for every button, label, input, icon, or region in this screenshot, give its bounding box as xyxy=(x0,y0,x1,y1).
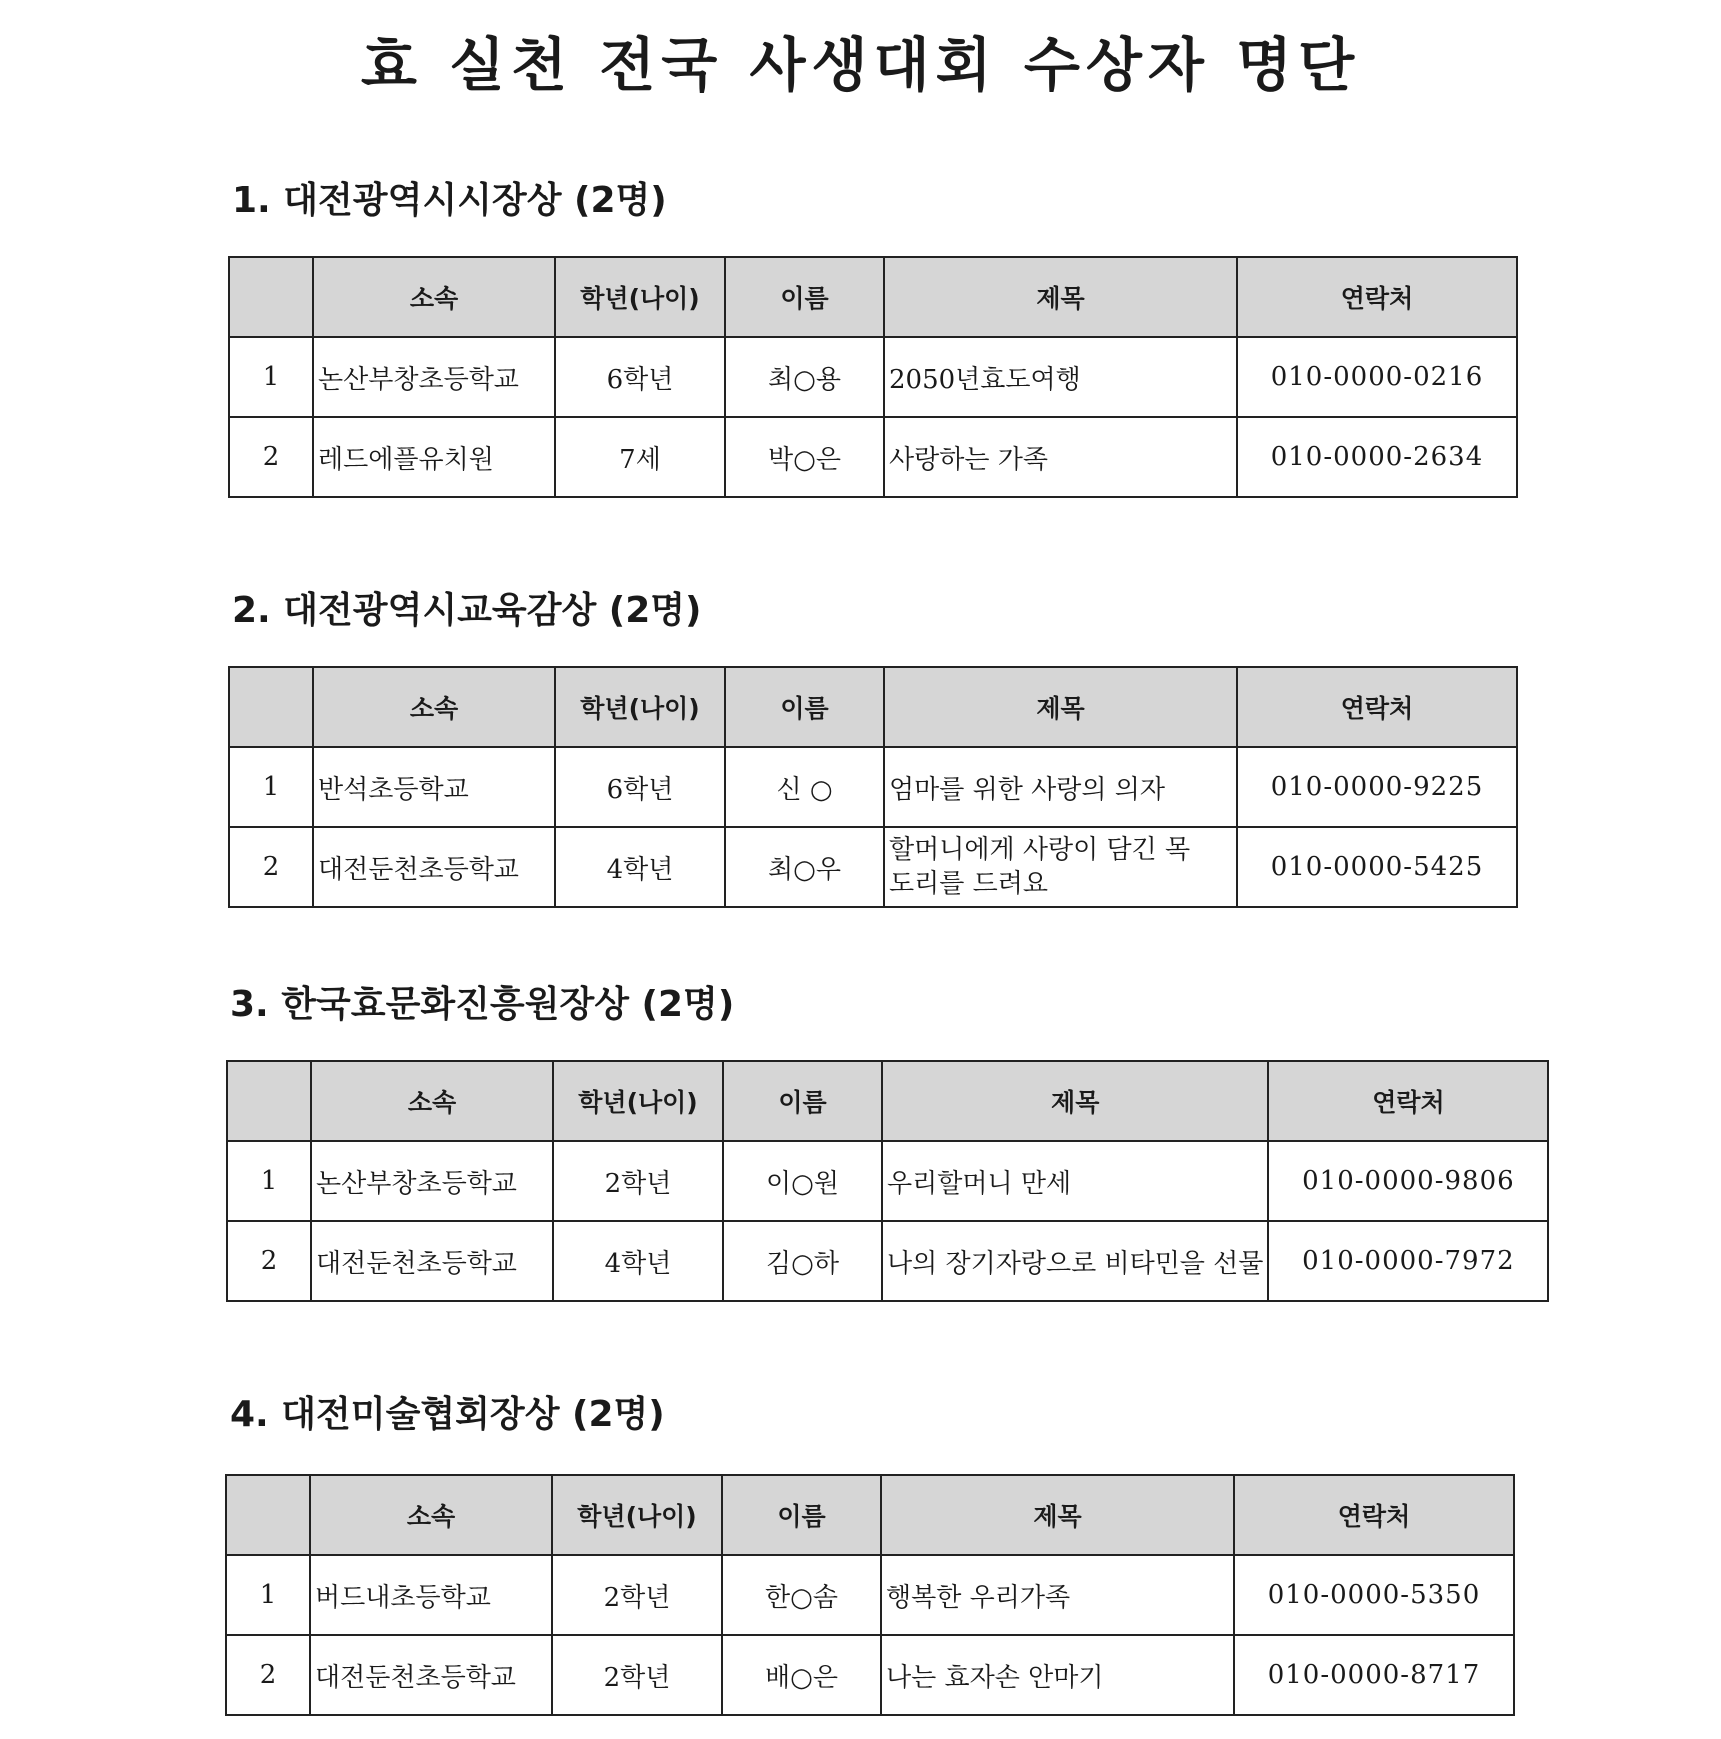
table-row xyxy=(227,1141,1548,1221)
award-table-art-association xyxy=(225,1474,1515,1716)
table-header-row xyxy=(226,1475,1514,1555)
cell-title: 나는 효자손 안마기 xyxy=(881,1635,1234,1715)
cell-grade: 4학년 xyxy=(555,827,725,907)
cell-title: 사랑하는 가족 xyxy=(884,417,1237,497)
section-heading-hyo-culture-award: 3. 한국효문화진흥원장상 (2명) xyxy=(230,984,735,1025)
header-title: 제목 xyxy=(884,257,1237,337)
cell-name: 배○은 xyxy=(722,1635,881,1715)
header-no xyxy=(229,257,313,337)
cell-title: 2050년효도여행 xyxy=(884,337,1237,417)
cell-no: 1 xyxy=(227,1141,311,1221)
header-name: 이름 xyxy=(725,667,884,747)
cell-affiliation: 논산부창초등학교 xyxy=(311,1141,553,1221)
header-no xyxy=(226,1475,310,1555)
cell-contact: 010-0000-8717 xyxy=(1234,1635,1514,1715)
cell-title xyxy=(884,827,1237,907)
award-table-hyo-culture xyxy=(226,1060,1549,1302)
cell-no: 2 xyxy=(229,827,313,907)
header-no xyxy=(227,1061,311,1141)
header-contact: 연락처 xyxy=(1237,257,1517,337)
cell-name: 김○하 xyxy=(723,1221,882,1301)
cell-title: 나의 장기자랑으로 비타민을 선물 xyxy=(882,1221,1268,1301)
cell-name: 이○원 xyxy=(723,1141,882,1221)
header-affiliation: 소속 xyxy=(313,667,555,747)
cell-grade: 7세 xyxy=(555,417,725,497)
cell-contact: 010-0000-2634 xyxy=(1237,417,1517,497)
cell-name: 신 ○ xyxy=(725,747,884,827)
cell-name: 최○용 xyxy=(725,337,884,417)
cell-contact: 010-0000-5425 xyxy=(1237,827,1517,907)
header-grade: 학년(나이) xyxy=(555,257,725,337)
cell-name: 한○솜 xyxy=(722,1555,881,1635)
header-title: 제목 xyxy=(881,1475,1234,1555)
table-row xyxy=(229,337,1517,417)
cell-contact: 010-0000-0216 xyxy=(1237,337,1517,417)
cell-contact: 010-0000-9225 xyxy=(1237,747,1517,827)
cell-title: 행복한 우리가족 xyxy=(881,1555,1234,1635)
header-grade: 학년(나이) xyxy=(553,1061,723,1141)
cell-no: 1 xyxy=(226,1555,310,1635)
cell-grade: 6학년 xyxy=(555,747,725,827)
table-row xyxy=(229,417,1517,497)
header-no xyxy=(229,667,313,747)
table-header-row xyxy=(229,257,1517,337)
cell-affiliation: 대전둔천초등학교 xyxy=(313,827,555,907)
header-name: 이름 xyxy=(722,1475,881,1555)
table-header-row xyxy=(227,1061,1548,1141)
cell-grade: 4학년 xyxy=(553,1221,723,1301)
header-contact: 연락처 xyxy=(1237,667,1517,747)
table-row xyxy=(227,1221,1548,1301)
table-row xyxy=(226,1555,1514,1635)
cell-contact: 010-0000-9806 xyxy=(1268,1141,1548,1221)
section-heading-mayor-award: 1. 대전광역시시장상 (2명) xyxy=(232,180,667,221)
header-grade: 학년(나이) xyxy=(552,1475,722,1555)
cell-no: 1 xyxy=(229,337,313,417)
cell-grade: 2학년 xyxy=(552,1555,722,1635)
header-affiliation: 소속 xyxy=(313,257,555,337)
cell-affiliation: 대전둔천초등학교 xyxy=(310,1635,552,1715)
cell-no: 2 xyxy=(227,1221,311,1301)
cell-name: 박○은 xyxy=(725,417,884,497)
cell-affiliation: 반석초등학교 xyxy=(313,747,555,827)
cell-no: 2 xyxy=(229,417,313,497)
header-affiliation: 소속 xyxy=(310,1475,552,1555)
header-title: 제목 xyxy=(884,667,1237,747)
cell-title: 우리할머니 만세 xyxy=(882,1141,1268,1221)
header-grade: 학년(나이) xyxy=(555,667,725,747)
section-heading-education-award: 2. 대전광역시교육감상 (2명) xyxy=(232,590,702,631)
table-header-row xyxy=(229,667,1517,747)
document-title: 효 실천 전국 사생대회 수상자 명단 xyxy=(360,31,1361,99)
cell-title-line1: 할머니에게 사랑이 담긴 목 xyxy=(889,835,1191,865)
cell-no: 2 xyxy=(226,1635,310,1715)
table-row xyxy=(226,1635,1514,1715)
cell-contact: 010-0000-5350 xyxy=(1234,1555,1514,1635)
award-table-education xyxy=(228,666,1518,908)
cell-affiliation: 레드에플유치원 xyxy=(313,417,555,497)
cell-grade: 2학년 xyxy=(553,1141,723,1221)
cell-title-line2: 도리를 드려요 xyxy=(889,869,1048,899)
header-name: 이름 xyxy=(725,257,884,337)
cell-affiliation: 버드내초등학교 xyxy=(310,1555,552,1635)
cell-title: 엄마를 위한 사랑의 의자 xyxy=(884,747,1237,827)
cell-affiliation: 논산부창초등학교 xyxy=(313,337,555,417)
cell-name: 최○우 xyxy=(725,827,884,907)
award-table-mayor xyxy=(228,256,1518,498)
section-heading-art-association-award: 4. 대전미술협회장상 (2명) xyxy=(230,1394,665,1435)
table-row xyxy=(229,827,1517,907)
header-contact: 연락처 xyxy=(1268,1061,1548,1141)
header-contact: 연락처 xyxy=(1234,1475,1514,1555)
header-title: 제목 xyxy=(882,1061,1268,1141)
cell-affiliation: 대전둔천초등학교 xyxy=(311,1221,553,1301)
header-name: 이름 xyxy=(723,1061,882,1141)
cell-grade: 2학년 xyxy=(552,1635,722,1715)
table-row xyxy=(229,747,1517,827)
cell-no: 1 xyxy=(229,747,313,827)
cell-contact: 010-0000-7972 xyxy=(1268,1221,1548,1301)
header-affiliation: 소속 xyxy=(311,1061,553,1141)
cell-grade: 6학년 xyxy=(555,337,725,417)
